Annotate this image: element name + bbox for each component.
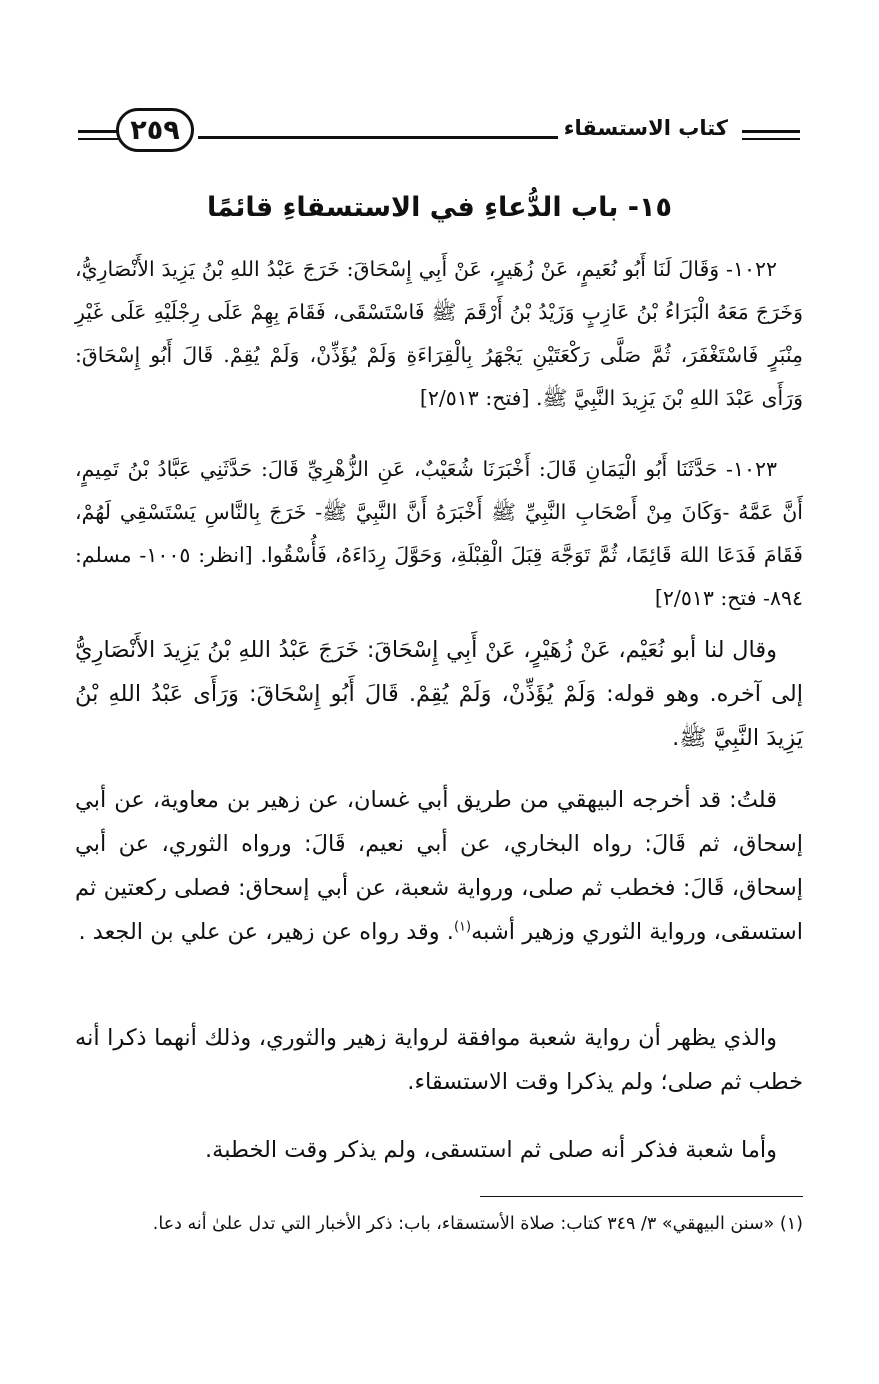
footnote: (١) «سنن البيهقي» ٣/ ٣٤٩ كتاب: صلاة الأستسقاء، باب: ذكر الأخبار التي تدل علىٰ أنه دعا.	[152, 1214, 803, 1234]
footnote-divider	[480, 1196, 803, 1197]
hadith-text	[75, 448, 803, 620]
footnote-reference[interactable]: (١)	[453, 919, 472, 935]
commentary-text: . وقد رواه عن زهير، عن علي بن الجعد .	[78, 919, 454, 945]
hadith-reference: [فتح: ٢/٥١٣]	[419, 386, 530, 410]
page-header	[78, 108, 800, 160]
running-title: كتاب الاستسقاء	[558, 116, 734, 140]
hadith-body: ١٠٢٣- حَدَّثَنَا أَبُو الْيَمَانِ قَالَ: أَخْبَرَنَا شُعَيْبٌ، عَنِ الزُّهْرِيِّ قَالَ: حَدَّثَنِي عَبَّادُ بْنُ تَمِيمٍ، أَنَّ عَمَّهُ -وَكَانَ مِنْ أَصْحَابِ النَّبِيِّ ﷺ أَخْبَرَهُ أَنَّ النَّبِيَّ ﷺ- خَرَجَ بِالنَّاسِ يَسْتَسْقِي لَهُمْ، فَقَامَ فَدَعَا اللهَ قَائِمًا، ثُمَّ تَوَجَّهَ قِبَلَ الْقِبْلَةِ، وَحَوَّلَ رِدَاءَهُ، فَأُسْقُوا.	[75, 457, 803, 567]
commentary-paragraph: وأما شعبة فذكر أنه صلى ثم استسقى، ولم يذكر وقت الخطبة.	[205, 1137, 777, 1163]
hadith-text	[75, 248, 803, 420]
header-rule	[198, 136, 600, 139]
commentary-text: قلتُ: قد أخرجه البيهقي من طريق أبي غسان، عن زهير بن معاوية، عن أبي إسحاق، ثم قَالَ: رواه البخاري، عن أبي نعيم، قَالَ: ورواه الثوري، عن أبي إسحاق، قَالَ: فخطب ثم صلى، ورواية شعبة، عن أبي إسحاق: فصلى ركعتين ثم استسقى، ورواية الثوري وزهير أشبه	[75, 787, 803, 945]
commentary-paragraph: والذي يظهر أن رواية شعبة موافقة لرواية زهير والثوري، وذلك أنهما ذكرا أنه خطب ثم صلى؛ ولم يذكرا وقت الاستسقاء.	[75, 1025, 803, 1095]
header-rule	[742, 130, 800, 133]
hadith-reference: [انظر: ١٠٠٥- مسلم: ٨٩٤- فتح: ٢/٥١٣]	[75, 543, 803, 610]
page-number: ٢٥٩	[116, 108, 194, 152]
chapter-heading: ١٥- باب الدُّعاءِ في الاستسقاءِ قائمًا	[207, 192, 672, 223]
commentary-paragraph: وقال لنا أبو نُعَيْم، عَنْ زُهَيْرٍ، عَنْ أَبِي إِسْحَاقَ: خَرَجَ عَبْدُ اللهِ بْنُ يَزِيدَ الأَنْصَارِيُّ إلى آخره. وهو قوله: وَلَمْ يُؤَذِّنْ، وَلَمْ يُقِمْ. قَالَ أَبُو إِسْحَاقَ: وَرَأَى عَبْدُ اللهِ بْنُ يَزِيدَ النَّبِيَّ ﷺ.	[75, 637, 803, 751]
hadith-body: ١٠٢٢- وَقَالَ لَنَا أَبُو نُعَيمٍ، عَنْ زُهَيرٍ، عَنْ أَبِي إِسْحَاقَ: خَرَجَ عَبْدُ اللهِ بْنُ يَزِيدَ الأَنْصَارِيُّ، وَخَرَجَ مَعَهُ الْبَرَاءُ بْنُ عَازِبٍ وَزَيْدُ بْنُ أَرْقَمَ ﷺ فَاسْتَسْقَى، فَقَامَ بِهِمْ عَلَى رِجْلَيْهِ عَلَى غَيْرِ مِنْبَرٍ فَاسْتَغْفَرَ، ثُمَّ صَلَّى رَكْعَتَيْنِ يَجْهَرُ بِالْقِرَاءَةِ وَلَمْ يُؤَذِّنْ، وَلَمْ يُقِمْ. قَالَ أَبُو إِسْحَاقَ: وَرَأَى عَبْدَ اللهِ بْنَ يَزِيدَ النَّبِيَّ ﷺ.	[75, 257, 803, 410]
header-rule	[742, 138, 800, 140]
commentary-paragraph	[75, 778, 803, 954]
